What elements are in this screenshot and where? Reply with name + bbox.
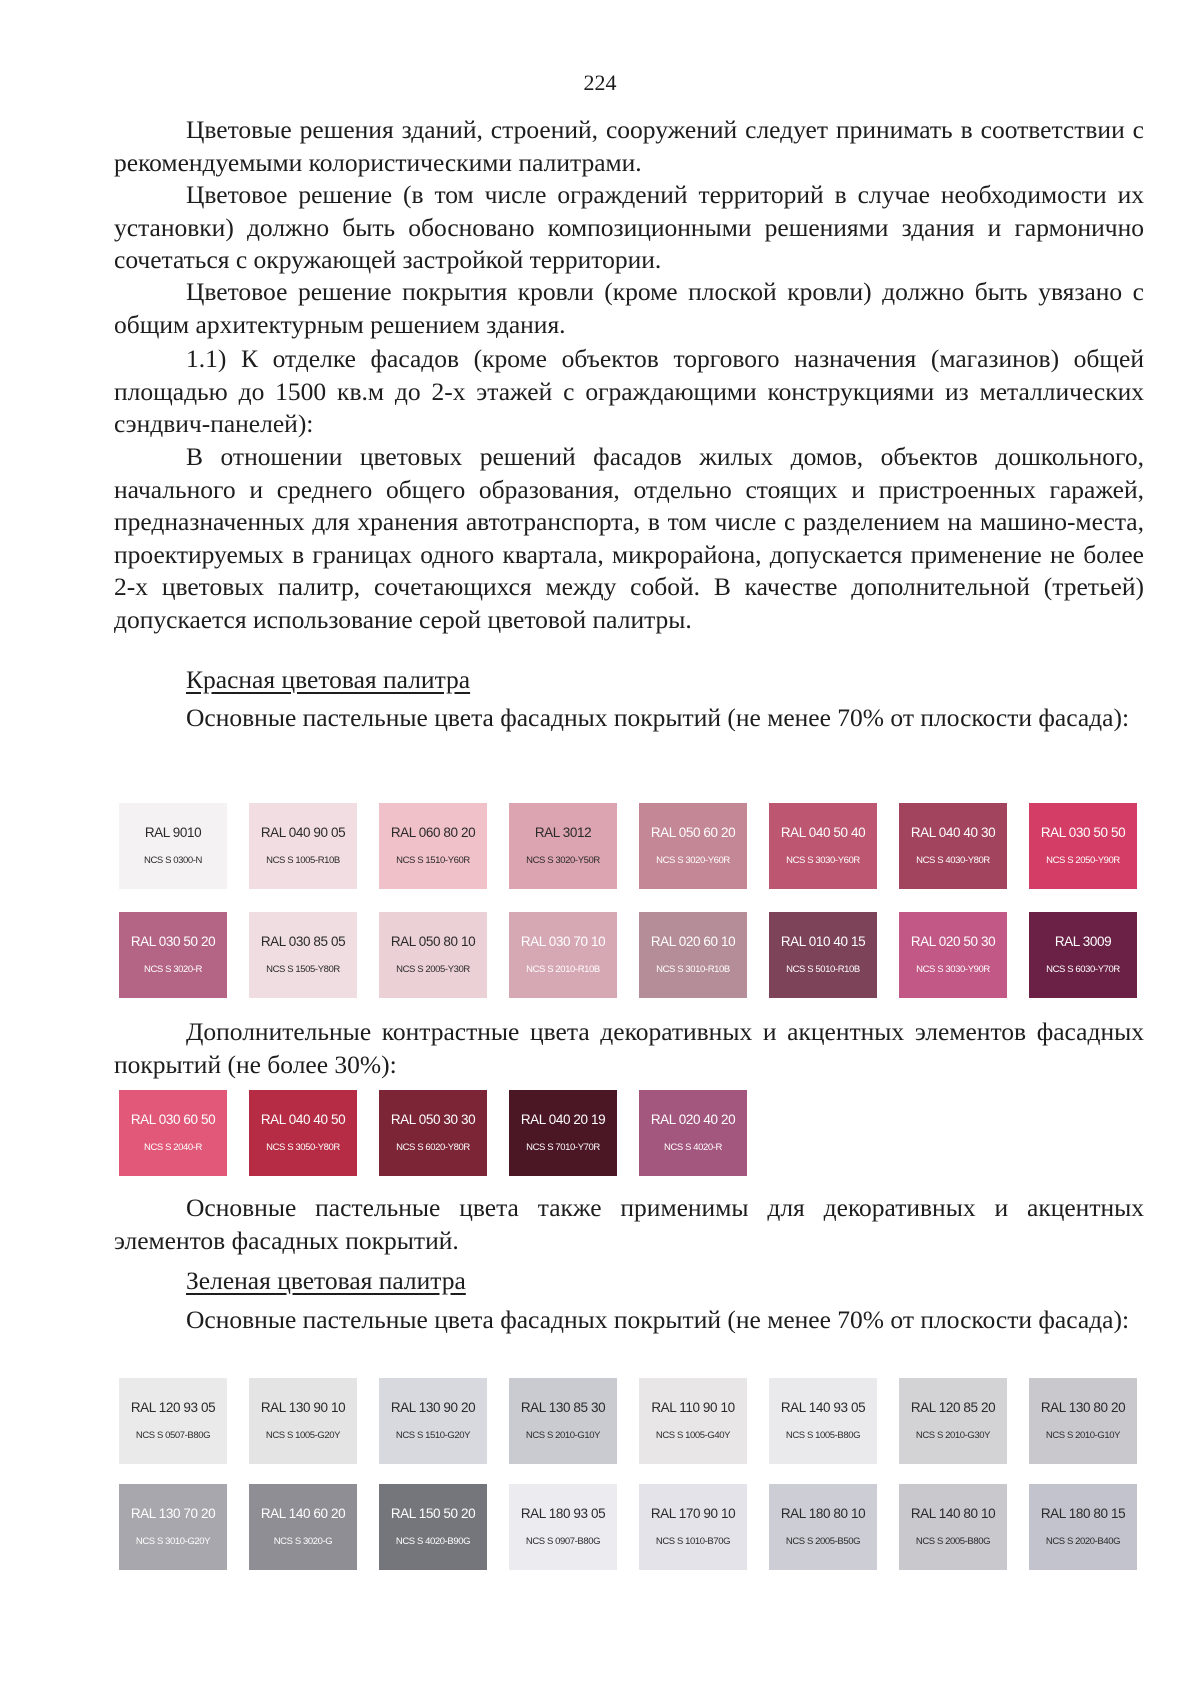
ral-code: RAL 060 80 20 [390,825,476,840]
ncs-code: NCS S 6020-Y80R [396,1142,470,1153]
green-main-row-1 [119,1378,1137,1464]
color-swatch [769,912,877,998]
paragraph-4: 1.1) К отделке фасадов (кроме объектов торгового назначения (магазинов) общей площадью до 1500 кв.м до 2-х этажей с ограждающими конструкциями из металлических сэндвич-панелей): [114,344,1144,438]
paragraph-1: Цветовые решения зданий, строений, сооружений следует принимать в соответствии с рекомендуемыми колористическими палитрами. [114,115,1144,177]
ncs-code: NCS S 2005-Y30R [396,964,470,975]
ral-code: RAL 130 70 20 [130,1506,216,1521]
ncs-code: NCS S 2010-G30Y [915,1430,991,1441]
color-swatch [639,1484,747,1570]
paragraph-2: Цветовое решение (в том числе ограждений территорий в случае необходимости их установки) должно быть обосновано композиционными решениями здания и гармонично сочетаться с окружающей застройкой территории. [114,180,1144,274]
color-swatch [1029,803,1137,889]
red-note: Основные пастельные цвета также применимы для декоративных и акцентных элементов фасадных покрытий. [114,1193,1144,1255]
ral-code: RAL 120 85 20 [910,1400,996,1415]
ncs-code: NCS S 3010-R10B [656,964,730,975]
color-swatch [379,912,487,998]
color-swatch [639,912,747,998]
ncs-code: NCS S 2005-B50G [785,1536,861,1547]
ral-code: RAL 130 90 20 [390,1400,476,1415]
ral-code: RAL 130 85 30 [520,1400,606,1415]
color-swatch [379,803,487,889]
ral-code: RAL 030 70 10 [520,934,606,949]
ncs-code: NCS S 0907-B80G [525,1536,601,1547]
color-swatch [769,1484,877,1570]
color-swatch [899,1378,1007,1464]
ral-code: RAL 150 50 20 [390,1506,476,1521]
color-swatch [249,1090,357,1176]
ncs-code: NCS S 4030-Y80R [916,855,990,866]
ncs-code: NCS S 3010-G20Y [135,1536,211,1547]
color-swatch [379,1090,487,1176]
ncs-code: NCS S 5010-R10B [786,964,860,975]
ncs-code: NCS S 3050-Y80R [266,1142,340,1153]
ral-code: RAL 040 50 40 [780,825,866,840]
green-palette-heading: Зеленая цветовая палитра [186,1266,466,1295]
ncs-code: NCS S 3020-R [143,964,203,975]
ncs-code: NCS S 1010-B70G [655,1536,731,1547]
ncs-code: NCS S 3020-G [273,1536,333,1547]
paragraph-5: В отношении цветовых решений фасадов жилых домов, объектов дошкольного, начального и среднего общего образования, отдельно стоящих и пристроенных гаражей, предназначенных для хранения автотранспорта, в том числе с разделением на машино-места, проектируемых в границах одного квартала, микрорайона, допускается применение не более 2-х цветовых палитр, сочетающихся между собой. В качестве дополнительной (третьей) допускается использование серой цветовой палитры. [114,442,1144,634]
ral-code: RAL 050 80 10 [390,934,476,949]
ncs-code: NCS S 7010-Y70R [526,1142,600,1153]
ncs-code: NCS S 2020-B40G [1045,1536,1121,1547]
color-swatch [509,1378,617,1464]
red-palette-heading: Красная цветовая палитра [186,665,471,694]
ral-code: RAL 3012 [534,825,592,840]
ral-code: RAL 140 60 20 [260,1506,346,1521]
color-swatch [1029,912,1137,998]
ral-code: RAL 140 80 10 [910,1506,996,1521]
color-swatch [119,1484,227,1570]
ral-code: RAL 9010 [144,825,202,840]
color-swatch [639,803,747,889]
ncs-code: NCS S 0507-B80G [135,1430,211,1441]
red-accent-text: Дополнительные контрастные цвета декоративных и акцентных элементов фасадных покрытий (не более 30%): [114,1017,1144,1079]
color-swatch [119,803,227,889]
ral-code: RAL 110 90 10 [651,1400,735,1415]
ncs-code: NCS S 1510-Y60R [396,855,470,866]
ral-code: RAL 3009 [1054,934,1112,949]
color-swatch [119,912,227,998]
red-main-row-2 [119,912,1137,998]
ral-code: RAL 030 50 50 [1040,825,1126,840]
ral-code: RAL 040 20 19 [520,1112,606,1127]
ral-code: RAL 050 30 30 [390,1112,476,1127]
color-swatch [509,1484,617,1570]
ncs-code: NCS S 3030-Y90R [916,964,990,975]
red-accent-row [119,1090,747,1176]
ncs-code: NCS S 3020-Y50R [526,855,600,866]
ral-code: RAL 140 93 05 [780,1400,866,1415]
ral-code: RAL 040 40 50 [260,1112,346,1127]
color-swatch [769,803,877,889]
ral-code: RAL 010 40 15 [780,934,866,949]
ral-code: RAL 040 90 05 [260,825,346,840]
ral-code: RAL 030 60 50 [130,1112,216,1127]
color-swatch [249,912,357,998]
ncs-code: NCS S 2005-B80G [915,1536,991,1547]
ral-code: RAL 180 80 15 [1040,1506,1126,1521]
color-swatch [639,1378,747,1464]
color-swatch [249,1484,357,1570]
ncs-code: NCS S 1005-R10B [266,855,340,866]
color-swatch [639,1090,747,1176]
ncs-code: NCS S 1005-B80G [785,1430,861,1441]
ncs-code: NCS S 1510-G20Y [395,1430,471,1441]
ncs-code: NCS S 1005-G40Y [655,1430,731,1441]
color-swatch [249,1378,357,1464]
color-swatch [379,1484,487,1570]
color-swatch [249,803,357,889]
color-swatch [899,912,1007,998]
color-swatch [769,1378,877,1464]
ral-code: RAL 130 90 10 [260,1400,346,1415]
ral-code: RAL 050 60 20 [650,825,736,840]
ncs-code: NCS S 2010-G10Y [525,1430,601,1441]
page-number: 224 [583,70,617,95]
ral-code: RAL 180 80 10 [780,1506,866,1521]
color-swatch [1029,1378,1137,1464]
ral-code: RAL 180 93 05 [520,1506,606,1521]
ncs-code: NCS S 3030-Y60R [786,855,860,866]
ral-code: RAL 130 80 20 [1040,1400,1126,1415]
ncs-code: NCS S 2010-G10Y [1045,1430,1121,1441]
color-swatch [119,1378,227,1464]
ncs-code: NCS S 2040-R [143,1142,203,1153]
ncs-code: NCS S 6030-Y70R [1046,964,1120,975]
ncs-code: NCS S 0300-N [143,855,203,866]
ral-code: RAL 020 40 20 [650,1112,736,1127]
ncs-code: NCS S 2050-Y90R [1046,855,1120,866]
ncs-code: NCS S 1005-G20Y [265,1430,341,1441]
red-main-text: Основные пастельные цвета фасадных покрытий (не менее 70% от плоскости фасада): [186,703,1130,732]
ral-code: RAL 030 50 20 [130,934,216,949]
ncs-code: NCS S 3020-Y60R [656,855,730,866]
ral-code: RAL 020 50 30 [910,934,996,949]
green-main-text: Основные пастельные цвета фасадных покрытий (не менее 70% от плоскости фасада): [186,1305,1130,1334]
ncs-code: NCS S 1505-Y80R [266,964,340,975]
ral-code: RAL 030 85 05 [260,934,346,949]
color-swatch [899,803,1007,889]
color-swatch [899,1484,1007,1570]
ncs-code: NCS S 4020-B90G [395,1536,471,1547]
ral-code: RAL 020 60 10 [650,934,736,949]
color-swatch [119,1090,227,1176]
color-swatch [379,1378,487,1464]
color-swatch [1029,1484,1137,1570]
color-swatch [509,1090,617,1176]
ral-code: RAL 040 40 30 [910,825,996,840]
color-swatch [509,803,617,889]
ral-code: RAL 170 90 10 [650,1506,736,1521]
color-swatch [509,912,617,998]
red-main-row-1 [119,803,1137,889]
green-main-row-2 [119,1484,1137,1570]
paragraph-3: Цветовое решение покрытия кровли (кроме плоской кровли) должно быть увязано с общим архитектурным решением здания. [114,277,1144,339]
ncs-code: NCS S 4020-R [663,1142,723,1153]
ncs-code: NCS S 2010-R10B [526,964,600,975]
ral-code: RAL 120 93 05 [130,1400,216,1415]
